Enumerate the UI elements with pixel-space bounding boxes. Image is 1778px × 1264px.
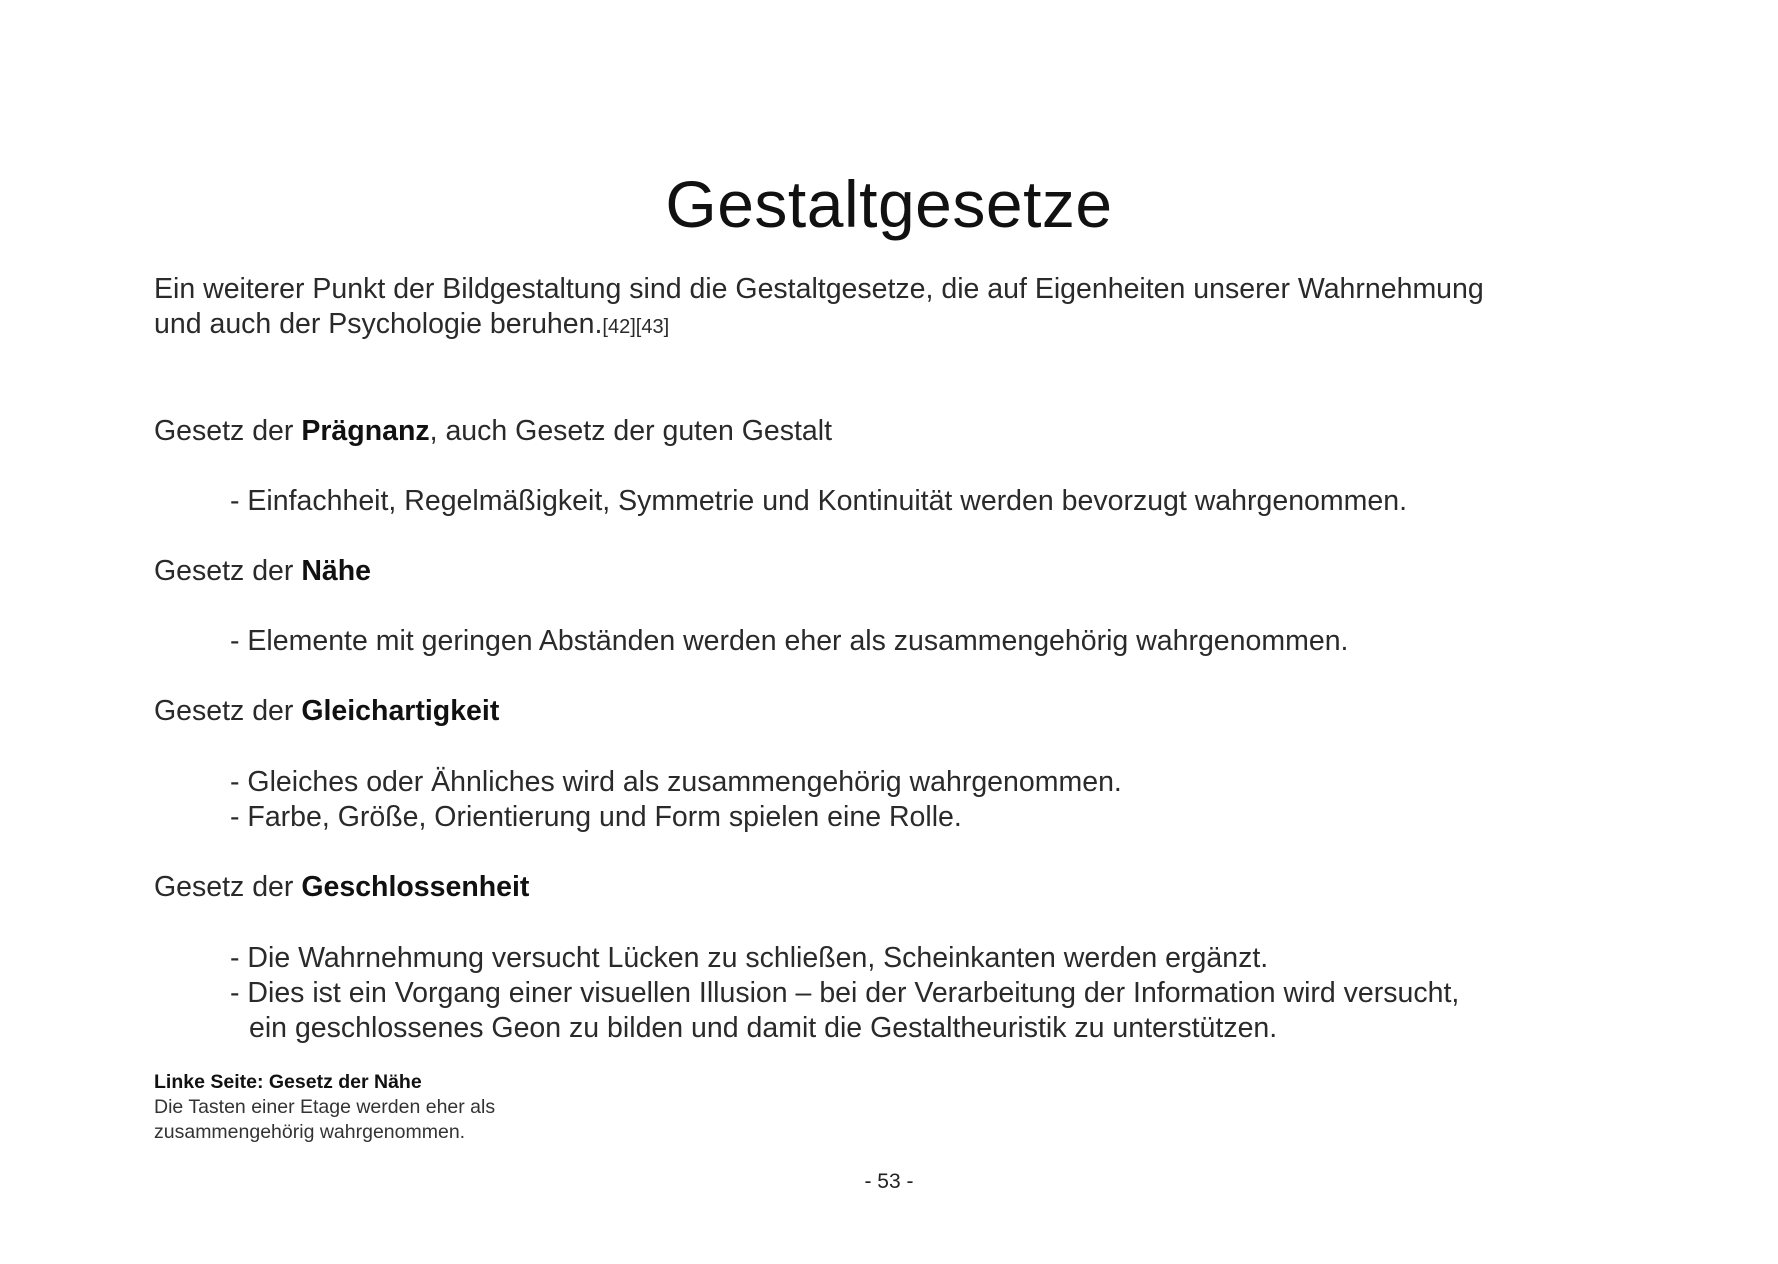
page-title: Gestaltgesetze: [665, 167, 1113, 241]
intro-paragraph: [154, 272, 1594, 345]
law-prefix: Gesetz der: [154, 871, 302, 903]
law-heading-gleichartigkeit: [154, 694, 499, 729]
bullet-geschlossenheit-1: - Die Wahrnehmung versucht Lücken zu schließen, Scheinkanten werden ergänzt.: [230, 942, 1269, 974]
citation: [42][43]: [602, 316, 670, 338]
law-name: Nähe: [301, 555, 372, 587]
caption-line-2: zusammengehörig wahrgenommen.: [154, 1121, 466, 1143]
caption-title: Linke Seite: Gesetz der Nähe: [154, 1071, 422, 1093]
law-prefix: Gesetz der: [154, 555, 302, 587]
law-suffix: , auch Gesetz der guten Gestalt: [429, 415, 833, 447]
bullet-praegnanz-1: - Einfachheit, Regelmäßigkeit, Symmetrie und Kontinuität werden bevorzugt wahrgenommen.: [230, 485, 1408, 517]
intro-line-1: Ein weiterer Punkt der Bildgestaltung sind die Gestaltgesetze, die auf Eigenheiten unserer Wahrnehmung: [154, 273, 1484, 305]
image-caption: [154, 1070, 674, 1145]
bullet-gleichartigkeit-2: - Farbe, Größe, Orientierung und Form spielen eine Rolle.: [230, 801, 962, 833]
law-name: Prägnanz: [301, 415, 430, 447]
law-heading-naehe: [154, 554, 371, 589]
bullet-geschlossenheit-2-continuation: ein geschlossenes Geon zu bilden und damit die Gestaltheuristik zu unterstützen.: [249, 1012, 1278, 1044]
law-name: Geschlossenheit: [301, 871, 530, 903]
bullet-geschlossenheit-2: - Dies ist ein Vorgang einer visuellen Illusion – bei der Verarbeitung der Information wird versucht,: [230, 977, 1460, 1009]
bullet-gleichartigkeit-1: - Gleiches oder Ähnliches wird als zusammengehörig wahrgenommen.: [230, 766, 1122, 798]
law-prefix: Gesetz der: [154, 415, 302, 447]
law-prefix: Gesetz der: [154, 695, 302, 727]
bullet-naehe-1: - Elemente mit geringen Abständen werden eher als zusammengehörig wahrgenommen.: [230, 625, 1349, 657]
law-heading-geschlossenheit: [154, 870, 529, 905]
intro-line-2: und auch der Psychologie beruhen.: [154, 308, 603, 340]
caption-line-1: Die Tasten einer Etage werden eher als: [154, 1096, 496, 1118]
page-number: - 53 -: [864, 1170, 914, 1193]
law-name: Gleichartigkeit: [301, 695, 500, 727]
law-heading-praegnanz: [154, 414, 832, 449]
